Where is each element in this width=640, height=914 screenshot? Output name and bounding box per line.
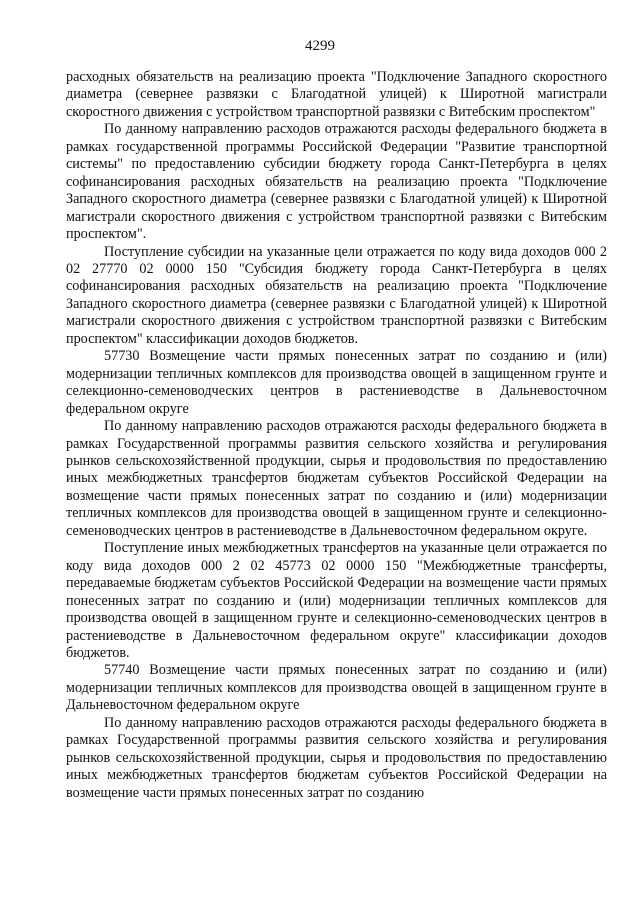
paragraph-expenses-57730: По данному направлению расходов отражаются расходы федерального бюджета в рамках Государственной программы развития сельского хозяйства и регулирования рынков сельскохозяйственной продукции, сырья и продовольствия по предоставлению иных межбюджетных трансфертов бюджетам субъектов Российской Федерации на возмещение части прямых понесенных затрат по созданию и (или) модернизации тепличных комплексов для производства овощей в защищенном грунте и селекционно-семеноводческих центров в растениеводстве в Дальневосточном федеральном округе. [66, 418, 607, 539]
paragraph-heading-57730: 57730 Возмещение части прямых понесенных затрат по созданию и (или) модернизации тепличных комплексов для производства овощей в защищенном грунте и селекционно-семеноводческих центров в растениеводстве в Дальневосточном федеральном округе [66, 348, 607, 417]
page-number: 4299 [305, 38, 335, 54]
paragraph-heading-57740: 57740 Возмещение части прямых понесенных затрат по созданию и (или) модернизации тепличных комплексов для производства овощей в защищенном грунте в Дальневосточном федеральном округе [66, 662, 607, 714]
document-body [66, 69, 607, 802]
paragraph-expenses-57740: По данному направлению расходов отражаются расходы федерального бюджета в рамках Государственной программы развития сельского хозяйства и регулирования рынков сельскохозяйственной продукции, сырья и продовольствия по предоставлению иных межбюджетных трансфертов бюджетам субъектов Российской Федерации на возмещение части прямых понесенных затрат по созданию [66, 714, 607, 801]
paragraph-subsidy-income-code: Поступление субсидии на указанные цели отражается по коду вида доходов 000 2 02 27770 02 0000 150 "Субсидия бюджету города Санкт-Петербурга в целях софинансирования расходных обязательств на реализацию проекта "Подключение Западного скоростного диаметра (севернее развязки с Благодатной улицей) к Широтной магистрали скоростного движения с устройством транспортной развязки с Витебским проспектом" классификации доходов бюджетов. [66, 243, 607, 347]
paragraph-project-continuation: расходных обязательств на реализацию проекта "Подключение Западного скоростного диаметра (севернее развязки с Благодатной улицей) к Широтной магистрали скоростного движения с устройством транспортной развязки с Витебским проспектом" [66, 69, 607, 120]
paragraph-transfer-income-code: Поступление иных межбюджетных трансфертов на указанные цели отражается по коду вида доходов 000 2 02 45773 02 0000 150 "Межбюджетные трансферты, передаваемые бюджетам субъектов Российской Федерации на возмещение части прямых понесенных затрат по созданию и (или) модернизации тепличных комплексов для производства овощей в защищенном грунте и селекционно-семеноводческих центров в растениеводстве в Дальневосточном федеральном округе" классификации доходов бюджетов. [66, 540, 607, 661]
paragraph-expenses-transport: По данному направлению расходов отражаются расходы федерального бюджета в рамках государственной программы Российской Федерации "Развитие транспортной системы" по предоставлению субсидии бюджету города Санкт-Петербурга в целях софинансирования расходных обязательств на реализацию проекта "Подключение Западного скоростного диаметра (севернее развязки с Благодатной улицей) к Широтной магистрали скоростного движения с устройством транспортной развязки с Витебским проспектом". [66, 121, 607, 243]
